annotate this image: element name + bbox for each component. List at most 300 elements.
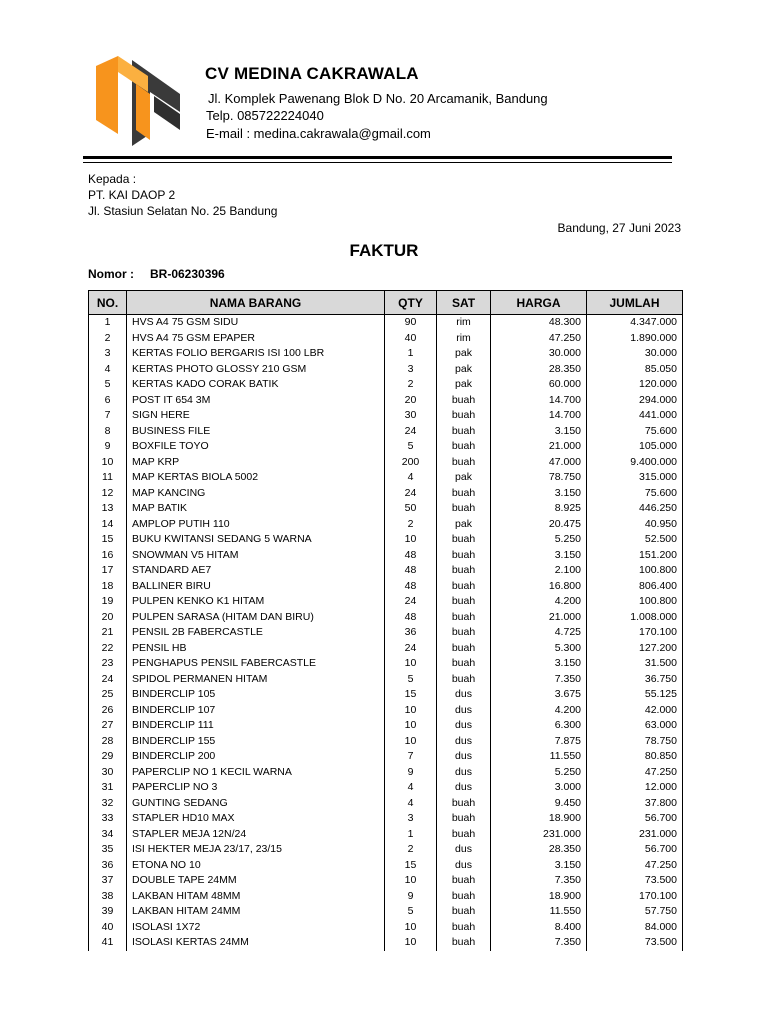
cell-no: 14 xyxy=(89,517,127,533)
cell-no: 38 xyxy=(89,889,127,905)
cell-price: 5.300 xyxy=(491,641,587,657)
cell-amount: 73.500 xyxy=(587,935,683,951)
cell-item-name: BINDERCLIP 200 xyxy=(127,749,385,765)
table-row xyxy=(89,625,683,641)
cell-no: 4 xyxy=(89,362,127,378)
cell-qty: 48 xyxy=(385,610,437,626)
header-qty: QTY xyxy=(385,291,437,315)
cell-amount: 1.890.000 xyxy=(587,331,683,347)
cell-unit: dus xyxy=(437,842,491,858)
cell-item-name: AMPLOP PUTIH 110 xyxy=(127,517,385,533)
cell-no: 35 xyxy=(89,842,127,858)
cell-no: 1 xyxy=(89,315,127,331)
cell-no: 36 xyxy=(89,858,127,874)
cell-price: 8.400 xyxy=(491,920,587,936)
cell-price: 5.250 xyxy=(491,532,587,548)
cell-no: 40 xyxy=(89,920,127,936)
table-row xyxy=(89,765,683,781)
cell-qty: 10 xyxy=(385,532,437,548)
company-name: CV MEDINA CAKRAWALA xyxy=(205,64,419,83)
cell-price: 8.925 xyxy=(491,501,587,517)
table-row xyxy=(89,920,683,936)
recipient-address: Jl. Stasiun Selatan No. 25 Bandung xyxy=(88,204,278,218)
cell-no: 10 xyxy=(89,455,127,471)
cell-amount: 1.008.000 xyxy=(587,610,683,626)
cell-qty: 4 xyxy=(385,780,437,796)
cell-amount: 42.000 xyxy=(587,703,683,719)
cell-qty: 10 xyxy=(385,920,437,936)
table-row xyxy=(89,532,683,548)
table-row xyxy=(89,718,683,734)
cell-no: 13 xyxy=(89,501,127,517)
cell-item-name: DOUBLE TAPE 24MM xyxy=(127,873,385,889)
cell-unit: buah xyxy=(437,501,491,517)
cell-unit: buah xyxy=(437,920,491,936)
invoice-number-label: Nomor : xyxy=(88,267,134,281)
cell-unit: dus xyxy=(437,703,491,719)
cell-qty: 1 xyxy=(385,827,437,843)
cell-price: 9.450 xyxy=(491,796,587,812)
cell-unit: buah xyxy=(437,393,491,409)
cell-price: 78.750 xyxy=(491,470,587,486)
cell-price: 7.875 xyxy=(491,734,587,750)
cell-no: 18 xyxy=(89,579,127,595)
cell-no: 30 xyxy=(89,765,127,781)
cell-no: 23 xyxy=(89,656,127,672)
cell-qty: 15 xyxy=(385,687,437,703)
cell-price: 3.150 xyxy=(491,424,587,440)
cell-amount: 57.750 xyxy=(587,904,683,920)
cell-amount: 56.700 xyxy=(587,811,683,827)
cell-qty: 10 xyxy=(385,656,437,672)
cell-unit: buah xyxy=(437,486,491,502)
cell-qty: 3 xyxy=(385,362,437,378)
cell-unit: buah xyxy=(437,548,491,564)
header-amount: JUMLAH xyxy=(587,291,683,315)
cell-no: 29 xyxy=(89,749,127,765)
cell-unit: buah xyxy=(437,610,491,626)
table-row xyxy=(89,610,683,626)
table-row xyxy=(89,439,683,455)
table-row xyxy=(89,455,683,471)
invoice-date: Bandung, 27 Juni 2023 xyxy=(557,221,681,235)
table-row xyxy=(89,749,683,765)
cell-qty: 5 xyxy=(385,904,437,920)
cell-amount: 105.000 xyxy=(587,439,683,455)
cell-unit: buah xyxy=(437,641,491,657)
table-row xyxy=(89,656,683,672)
cell-amount: 127.200 xyxy=(587,641,683,657)
table-row xyxy=(89,780,683,796)
cell-no: 7 xyxy=(89,408,127,424)
cell-qty: 40 xyxy=(385,331,437,347)
cell-item-name: BINDERCLIP 111 xyxy=(127,718,385,734)
cell-item-name: LAKBAN HITAM 24MM xyxy=(127,904,385,920)
cell-unit: buah xyxy=(437,594,491,610)
cell-price: 18.900 xyxy=(491,889,587,905)
cell-item-name: BUSINESS FILE xyxy=(127,424,385,440)
cell-no: 5 xyxy=(89,377,127,393)
cell-qty: 15 xyxy=(385,858,437,874)
cell-unit: dus xyxy=(437,780,491,796)
document-title: FAKTUR xyxy=(349,241,419,260)
table-header-row xyxy=(89,291,683,315)
cell-amount: 231.000 xyxy=(587,827,683,843)
cell-qty: 7 xyxy=(385,749,437,765)
cell-price: 7.350 xyxy=(491,873,587,889)
cell-no: 41 xyxy=(89,935,127,951)
cell-amount: 12.000 xyxy=(587,780,683,796)
cell-amount: 37.800 xyxy=(587,796,683,812)
table-row xyxy=(89,315,683,331)
cell-no: 6 xyxy=(89,393,127,409)
cell-no: 34 xyxy=(89,827,127,843)
cell-price: 11.550 xyxy=(491,749,587,765)
header-no: NO. xyxy=(89,291,127,315)
cell-amount: 47.250 xyxy=(587,858,683,874)
table-row xyxy=(89,331,683,347)
cell-unit: buah xyxy=(437,873,491,889)
table-row xyxy=(89,548,683,564)
company-logo xyxy=(92,56,188,146)
cell-qty: 24 xyxy=(385,424,437,440)
cell-amount: 100.800 xyxy=(587,594,683,610)
cell-qty: 2 xyxy=(385,377,437,393)
table-row xyxy=(89,858,683,874)
header-divider-thick xyxy=(83,156,672,159)
header-item-name: NAMA BARANG xyxy=(127,291,385,315)
cell-qty: 10 xyxy=(385,873,437,889)
cell-qty: 10 xyxy=(385,703,437,719)
cell-qty: 24 xyxy=(385,594,437,610)
cell-qty: 200 xyxy=(385,455,437,471)
cell-item-name: KERTAS KADO CORAK BATIK xyxy=(127,377,385,393)
cell-price: 5.250 xyxy=(491,765,587,781)
cell-item-name: GUNTING SEDANG xyxy=(127,796,385,812)
cell-no: 33 xyxy=(89,811,127,827)
cell-item-name: POST IT 654 3M xyxy=(127,393,385,409)
cell-amount: 84.000 xyxy=(587,920,683,936)
table-row xyxy=(89,393,683,409)
cell-no: 15 xyxy=(89,532,127,548)
cell-unit: dus xyxy=(437,858,491,874)
cell-unit: dus xyxy=(437,718,491,734)
cell-unit: buah xyxy=(437,563,491,579)
cell-amount: 294.000 xyxy=(587,393,683,409)
cell-item-name: MAP KANCING xyxy=(127,486,385,502)
cell-no: 31 xyxy=(89,780,127,796)
cell-price: 47.250 xyxy=(491,331,587,347)
cell-item-name: SIGN HERE xyxy=(127,408,385,424)
cell-price: 6.300 xyxy=(491,718,587,734)
cell-amount: 170.100 xyxy=(587,889,683,905)
table-row xyxy=(89,501,683,517)
cell-no: 12 xyxy=(89,486,127,502)
cell-qty: 9 xyxy=(385,889,437,905)
cell-unit: dus xyxy=(437,765,491,781)
cell-item-name: HVS A4 75 GSM SIDU xyxy=(127,315,385,331)
cell-unit: pak xyxy=(437,346,491,362)
cell-unit: buah xyxy=(437,439,491,455)
cell-item-name: PAPERCLIP NO 1 KECIL WARNA xyxy=(127,765,385,781)
cell-price: 4.725 xyxy=(491,625,587,641)
cell-amount: 75.600 xyxy=(587,486,683,502)
cell-price: 18.900 xyxy=(491,811,587,827)
cell-item-name: SNOWMAN V5 HITAM xyxy=(127,548,385,564)
cell-qty: 10 xyxy=(385,718,437,734)
header-price: HARGA xyxy=(491,291,587,315)
table-row xyxy=(89,889,683,905)
cell-unit: buah xyxy=(437,935,491,951)
cell-amount: 75.600 xyxy=(587,424,683,440)
table-row xyxy=(89,579,683,595)
cell-unit: buah xyxy=(437,796,491,812)
cell-no: 20 xyxy=(89,610,127,626)
cell-item-name: MAP BATIK xyxy=(127,501,385,517)
cell-qty: 2 xyxy=(385,517,437,533)
cell-no: 17 xyxy=(89,563,127,579)
company-address: Jl. Komplek Pawenang Blok D No. 20 Arcamanik, Bandung xyxy=(208,91,548,106)
items-table xyxy=(88,290,683,951)
cell-price: 231.000 xyxy=(491,827,587,843)
cell-item-name: BINDERCLIP 105 xyxy=(127,687,385,703)
cell-item-name: STANDARD AE7 xyxy=(127,563,385,579)
table-row xyxy=(89,346,683,362)
cell-no: 8 xyxy=(89,424,127,440)
table-row xyxy=(89,873,683,889)
header-divider-thin xyxy=(83,162,672,163)
table-row xyxy=(89,827,683,843)
cell-item-name: KERTAS PHOTO GLOSSY 210 GSM xyxy=(127,362,385,378)
cell-unit: buah xyxy=(437,811,491,827)
cell-item-name: BINDERCLIP 107 xyxy=(127,703,385,719)
cell-qty: 9 xyxy=(385,765,437,781)
cell-item-name: BALLINER BIRU xyxy=(127,579,385,595)
cell-price: 7.350 xyxy=(491,672,587,688)
cell-amount: 100.800 xyxy=(587,563,683,579)
cell-price: 30.000 xyxy=(491,346,587,362)
cell-amount: 120.000 xyxy=(587,377,683,393)
cell-item-name: LAKBAN HITAM 48MM xyxy=(127,889,385,905)
cell-item-name: BUKU KWITANSI SEDANG 5 WARNA xyxy=(127,532,385,548)
cell-price: 14.700 xyxy=(491,393,587,409)
cell-no: 2 xyxy=(89,331,127,347)
cell-item-name: PENSIL 2B FABERCASTLE xyxy=(127,625,385,641)
cell-price: 2.100 xyxy=(491,563,587,579)
cell-price: 4.200 xyxy=(491,703,587,719)
cell-unit: buah xyxy=(437,672,491,688)
cell-item-name: STAPLER HD10 MAX xyxy=(127,811,385,827)
cell-unit: buah xyxy=(437,889,491,905)
cell-amount: 36.750 xyxy=(587,672,683,688)
cell-no: 22 xyxy=(89,641,127,657)
cell-price: 21.000 xyxy=(491,610,587,626)
cell-price: 3.000 xyxy=(491,780,587,796)
cell-qty: 2 xyxy=(385,842,437,858)
cell-price: 28.350 xyxy=(491,842,587,858)
cell-no: 32 xyxy=(89,796,127,812)
cell-unit: rim xyxy=(437,331,491,347)
cell-qty: 10 xyxy=(385,935,437,951)
cell-item-name: ISOLASI KERTAS 24MM xyxy=(127,935,385,951)
table-row xyxy=(89,842,683,858)
cell-unit: rim xyxy=(437,315,491,331)
cell-qty: 1 xyxy=(385,346,437,362)
table-row xyxy=(89,563,683,579)
table-row xyxy=(89,734,683,750)
cell-amount: 151.200 xyxy=(587,548,683,564)
cell-item-name: HVS A4 75 GSM EPAPER xyxy=(127,331,385,347)
cell-unit: buah xyxy=(437,455,491,471)
logo-orange-shape xyxy=(96,56,118,134)
table-row xyxy=(89,935,683,951)
cell-item-name: SPIDOL PERMANEN HITAM xyxy=(127,672,385,688)
table-row xyxy=(89,641,683,657)
cell-qty: 5 xyxy=(385,439,437,455)
cell-qty: 24 xyxy=(385,486,437,502)
table-row xyxy=(89,424,683,440)
invoice-number: BR-06230396 xyxy=(150,267,225,281)
cell-unit: pak xyxy=(437,470,491,486)
cell-item-name: BINDERCLIP 155 xyxy=(127,734,385,750)
cell-no: 27 xyxy=(89,718,127,734)
cell-qty: 30 xyxy=(385,408,437,424)
cell-unit: buah xyxy=(437,625,491,641)
cell-no: 24 xyxy=(89,672,127,688)
cell-item-name: PULPEN SARASA (HITAM DAN BIRU) xyxy=(127,610,385,626)
cell-price: 28.350 xyxy=(491,362,587,378)
table-row xyxy=(89,594,683,610)
cell-price: 47.000 xyxy=(491,455,587,471)
cell-price: 4.200 xyxy=(491,594,587,610)
cell-unit: pak xyxy=(437,377,491,393)
cell-amount: 9.400.000 xyxy=(587,455,683,471)
table-row xyxy=(89,796,683,812)
cell-amount: 63.000 xyxy=(587,718,683,734)
cell-amount: 85.050 xyxy=(587,362,683,378)
table-row xyxy=(89,470,683,486)
cell-unit: buah xyxy=(437,579,491,595)
cell-amount: 47.250 xyxy=(587,765,683,781)
cell-price: 3.150 xyxy=(491,548,587,564)
table-row xyxy=(89,672,683,688)
cell-amount: 56.700 xyxy=(587,842,683,858)
cell-item-name: BOXFILE TOYO xyxy=(127,439,385,455)
cell-no: 9 xyxy=(89,439,127,455)
cell-amount: 31.500 xyxy=(587,656,683,672)
cell-no: 21 xyxy=(89,625,127,641)
cell-amount: 80.850 xyxy=(587,749,683,765)
cell-qty: 48 xyxy=(385,579,437,595)
cell-price: 20.475 xyxy=(491,517,587,533)
cell-no: 37 xyxy=(89,873,127,889)
cell-unit: dus xyxy=(437,734,491,750)
cell-item-name: ISI HEKTER MEJA 23/17, 23/15 xyxy=(127,842,385,858)
recipient-name: PT. KAI DAOP 2 xyxy=(88,188,176,202)
table-row xyxy=(89,377,683,393)
cell-qty: 36 xyxy=(385,625,437,641)
cell-no: 19 xyxy=(89,594,127,610)
cell-item-name: STAPLER MEJA 12N/24 xyxy=(127,827,385,843)
table-row xyxy=(89,687,683,703)
cell-no: 39 xyxy=(89,904,127,920)
cell-qty: 48 xyxy=(385,548,437,564)
table-row xyxy=(89,517,683,533)
cell-item-name: ISOLASI 1X72 xyxy=(127,920,385,936)
cell-unit: dus xyxy=(437,687,491,703)
cell-item-name: MAP KERTAS BIOLA 5002 xyxy=(127,470,385,486)
cell-unit: pak xyxy=(437,517,491,533)
cell-amount: 73.500 xyxy=(587,873,683,889)
cell-item-name: PULPEN KENKO K1 HITAM xyxy=(127,594,385,610)
cell-amount: 441.000 xyxy=(587,408,683,424)
cell-price: 48.300 xyxy=(491,315,587,331)
cell-amount: 806.400 xyxy=(587,579,683,595)
header-unit: SAT xyxy=(437,291,491,315)
cell-no: 11 xyxy=(89,470,127,486)
cell-amount: 4.347.000 xyxy=(587,315,683,331)
cell-amount: 30.000 xyxy=(587,346,683,362)
cell-item-name: PENGHAPUS PENSIL FABERCASTLE xyxy=(127,656,385,672)
cell-amount: 55.125 xyxy=(587,687,683,703)
table-body xyxy=(89,315,683,952)
cell-qty: 48 xyxy=(385,563,437,579)
table-row xyxy=(89,486,683,502)
cell-unit: buah xyxy=(437,827,491,843)
cell-amount: 315.000 xyxy=(587,470,683,486)
cell-price: 3.150 xyxy=(491,858,587,874)
cell-price: 3.150 xyxy=(491,656,587,672)
cell-item-name: PENSIL HB xyxy=(127,641,385,657)
table-row xyxy=(89,811,683,827)
cell-amount: 78.750 xyxy=(587,734,683,750)
cell-unit: pak xyxy=(437,362,491,378)
cell-price: 7.350 xyxy=(491,935,587,951)
cell-item-name: ETONA NO 10 xyxy=(127,858,385,874)
cell-no: 28 xyxy=(89,734,127,750)
cell-unit: buah xyxy=(437,424,491,440)
cell-price: 3.675 xyxy=(491,687,587,703)
cell-no: 26 xyxy=(89,703,127,719)
cell-unit: buah xyxy=(437,532,491,548)
cell-qty: 24 xyxy=(385,641,437,657)
cell-item-name: KERTAS FOLIO BERGARIS ISI 100 LBR xyxy=(127,346,385,362)
cell-unit: buah xyxy=(437,408,491,424)
cell-unit: buah xyxy=(437,904,491,920)
cell-qty: 4 xyxy=(385,470,437,486)
cell-qty: 20 xyxy=(385,393,437,409)
cell-qty: 5 xyxy=(385,672,437,688)
cell-price: 21.000 xyxy=(491,439,587,455)
cell-no: 3 xyxy=(89,346,127,362)
table-row xyxy=(89,362,683,378)
table-row xyxy=(89,904,683,920)
cell-no: 16 xyxy=(89,548,127,564)
cell-unit: buah xyxy=(437,656,491,672)
cell-price: 3.150 xyxy=(491,486,587,502)
recipient-label: Kepada : xyxy=(88,172,137,186)
cell-no: 25 xyxy=(89,687,127,703)
cell-price: 11.550 xyxy=(491,904,587,920)
cell-amount: 170.100 xyxy=(587,625,683,641)
cell-qty: 90 xyxy=(385,315,437,331)
cell-price: 14.700 xyxy=(491,408,587,424)
cell-amount: 40.950 xyxy=(587,517,683,533)
cell-unit: dus xyxy=(437,749,491,765)
company-phone: Telp. 085722224040 xyxy=(206,108,324,123)
table-row xyxy=(89,703,683,719)
cell-item-name: PAPERCLIP NO 3 xyxy=(127,780,385,796)
